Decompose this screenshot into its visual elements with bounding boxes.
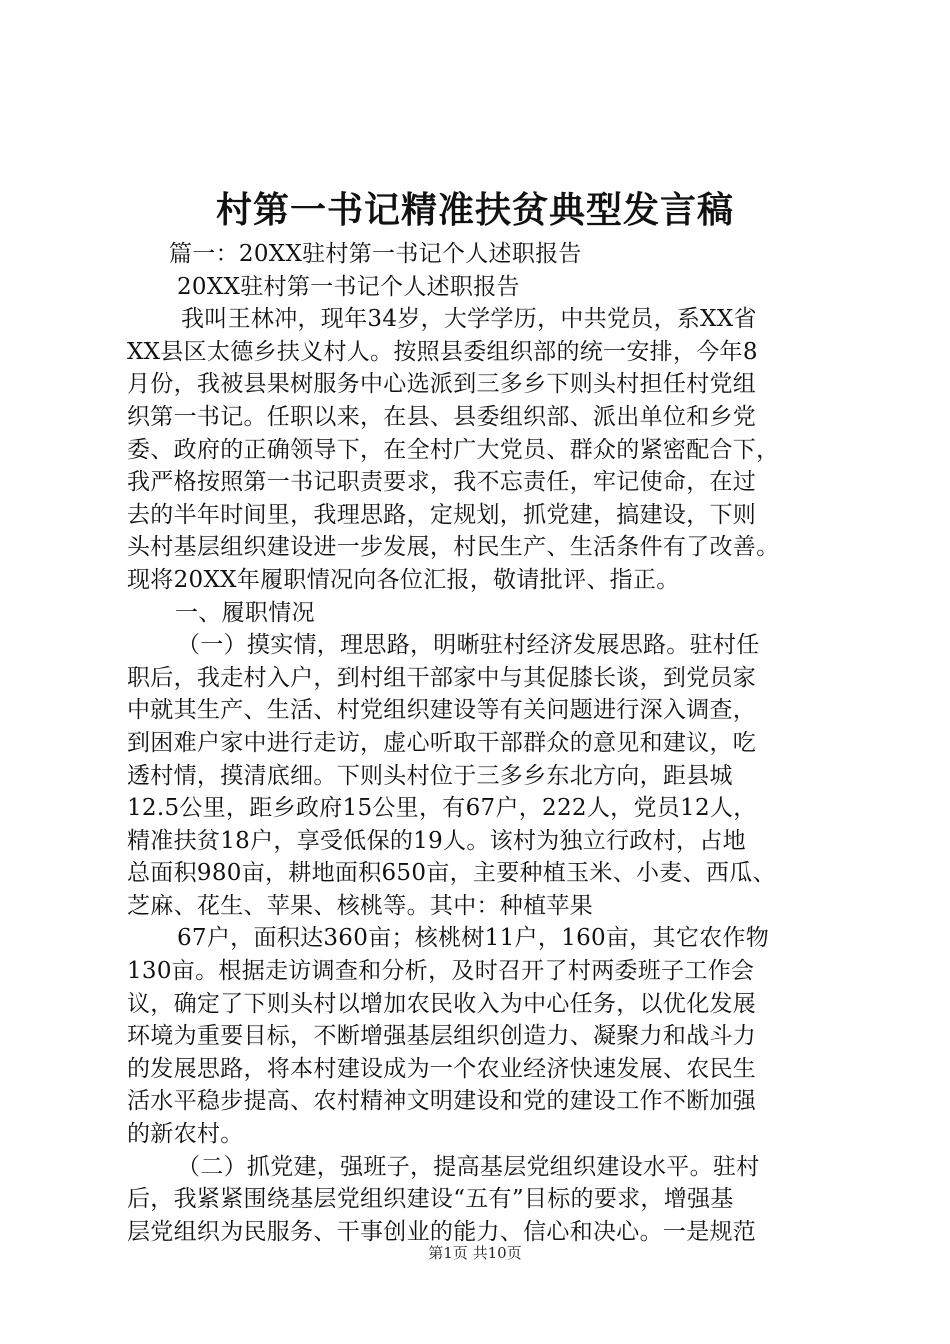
text-line: （二）抓党建，强班子，提高基层党组织建设水平。驻村 (177, 1153, 760, 1180)
text-line: 我叫王林冲，现年34岁，大学学历，中共党员，系XX省 (181, 306, 757, 333)
text-line: 67户，面积达360亩；核桃树11户，160亩，其它农作物 (177, 925, 770, 952)
text-line: 织第一书记。任职以来，在县、县委组织部、派出单位和乡党 (127, 403, 757, 430)
text-line: 精准扶贫18户，享受低保的19人。该村为独立行政村，占地 (127, 827, 746, 854)
text-line: 我严格按照第一书记职责要求，我不忘责任，牢记使命，在过 (127, 469, 757, 496)
text-line: 层党组织为民服务、干事创业的能力、信心和决心。一是规范 (127, 1218, 757, 1245)
text-line: 中就其生产、生活、村党组织建设等有关问题进行深入调查， (127, 697, 757, 724)
text-line: 后，我紧紧围绕基层党组织建设“五有”目标的要求，增强基 (127, 1186, 734, 1213)
text-line: 到困难户家中进行走访，虚心听取干部群众的意见和建议，吃 (127, 729, 757, 756)
document-body (127, 238, 867, 1248)
text-line: 委、政府的正确领导下，在全村广大党员、群众的紧密配合下， (127, 436, 780, 463)
text-line: 环境为重要目标，不断增强基层组织创造力、凝聚力和战斗力 (127, 1023, 757, 1050)
text-line: 活水平稳步提高、农村精神文明建设和党的建设工作不断加强 (127, 1088, 757, 1115)
text-line: 12.5公里，距乡政府15公里，有67户，222人，党员12人， (127, 795, 757, 822)
text-line: 透村情，摸清底细。下则头村位于三多乡东北方向，距县城 (127, 762, 733, 789)
text-line: 总面积980亩，耕地面积650亩，主要种植玉米、小麦、西瓜、 (127, 860, 776, 887)
text-line: 现将20XX年履职情况向各位汇报，敬请批评、指正。 (127, 566, 680, 593)
text-line: （一）摸实情，理思路，明晰驻村经济发展思路。驻村任 (177, 632, 760, 659)
text-line: 一、履职情况 (175, 599, 315, 626)
document-title: 村第一书记精准扶贫典型发言稿 (215, 189, 734, 231)
text-line: XX县区太德乡扶义村人。按照县委组织部的统一安排，今年8 (127, 338, 758, 365)
text-line: 的发展思路，将本村建设成为一个农业经济快速发展、农民生 (127, 1055, 757, 1082)
text-line: 130亩。根据走访调查和分析，及时召开了村两委班子工作会 (127, 958, 755, 985)
text-line: 职后，我走村入户，到村组干部家中与其促膝长谈，到党员家 (127, 664, 757, 691)
page-footer: 第1页 共10页 (428, 1244, 522, 1262)
text-line: 芝麻、花生、苹果、核桃等。其中：种植苹果 (127, 892, 593, 919)
text-line: 的新农村。 (127, 1121, 244, 1148)
text-line: 头村基层组织建设进一步发展，村民生产、生活条件有了改善。 (127, 534, 780, 561)
text-line: 议，确定了下则头村以增加农民收入为中心任务，以优化发展 (127, 990, 757, 1017)
text-line: 篇一：20XX驻村第一书记个人述职报告 (169, 241, 582, 267)
text-line: 去的半年时间里，我理思路，定规划，抓党建，搞建设，下则 (127, 501, 757, 528)
text-line: 月份，我被县果树服务中心选派到三多乡下则头村担任村党组 (127, 371, 757, 398)
text-line: 20XX驻村第一书记个人述职报告 (177, 273, 520, 300)
